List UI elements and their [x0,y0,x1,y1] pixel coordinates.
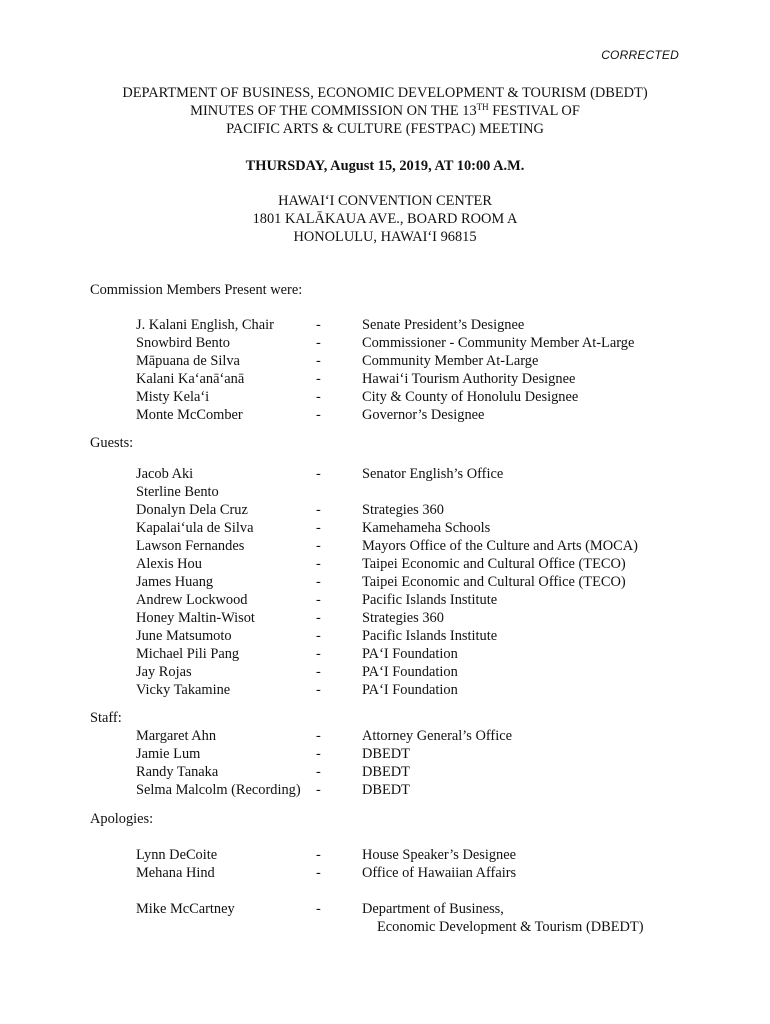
person-name: Andrew Lockwood [136,592,248,608]
venue-line-1: HAWAI‘I CONVENTION CENTER [278,193,492,209]
guests-list [0,465,770,699]
venue-line-2: 1801 KALĀKAUA AVE., BOARD ROOM A [252,211,518,227]
meeting-date: THURSDAY, August 15, 2019, AT 10:00 A.M. [245,158,525,174]
person-name: Snowbird Bento [136,335,230,351]
person-name: Mehana Hind [136,865,215,881]
list-item [0,519,770,537]
list-item [0,864,770,882]
staff-list [0,727,770,799]
list-item [0,645,770,663]
apologies-last [0,900,770,936]
list-item [0,501,770,519]
list-item [0,573,770,591]
person-name: J. Kalani English, Chair [136,317,274,333]
separator-dash: - [316,865,321,881]
document-title [0,84,770,138]
list-item [0,483,770,501]
staff-heading: Staff: [90,710,122,726]
apologies-list [0,846,770,882]
separator-dash: - [316,764,321,780]
apologies-heading: Apologies: [90,811,154,827]
separator-dash: - [316,664,321,680]
person-affiliation: Mayors Office of the Culture and Arts (MOCA) [362,538,638,554]
separator-dash: - [316,353,321,369]
person-name: Mike McCartney [136,901,235,917]
person-affiliation: DBEDT [362,782,410,798]
separator-dash: - [316,466,321,482]
person-name: Alexis Hou [136,556,202,572]
person-name: Selma Malcolm (Recording) [136,782,301,798]
person-affiliation: Kamehameha Schools [362,520,491,536]
separator-dash: - [316,574,321,590]
person-affiliation: Commissioner - Community Member At-Large [362,335,635,351]
separator-dash: - [316,335,321,351]
person-name: Lawson Fernandes [136,538,245,554]
person-affiliation: Community Member At-Large [362,353,539,369]
separator-dash: - [316,371,321,387]
list-item [0,681,770,699]
person-affiliation: Department of Business, [362,901,504,917]
person-affiliation: PA‘I Foundation [362,646,458,662]
person-name: Misty Kela‘i [136,389,210,405]
separator-dash: - [316,746,321,762]
title-line-3: PACIFIC ARTS & CULTURE (FESTPAC) MEETING [226,121,544,137]
list-item [0,609,770,627]
person-name: Jamie Lum [136,746,201,762]
separator-dash: - [316,610,321,626]
list-item [0,627,770,645]
separator-dash: - [316,407,321,423]
person-name: James Huang [136,574,214,590]
person-name: Donalyn Dela Cruz [136,502,248,518]
person-name: Kapalai‘ula de Silva [136,520,254,536]
person-affiliation: Senator English’s Office [362,466,504,482]
person-affiliation: Attorney General’s Office [362,728,512,744]
list-item [0,591,770,609]
separator-dash: - [316,538,321,554]
person-name: Jay Rojas [136,664,192,680]
separator-dash: - [316,847,321,863]
separator-dash: - [316,389,321,405]
person-name: Honey Maltin-Wisot [136,610,255,626]
person-name: Sterline Bento [136,484,219,500]
list-item [0,316,770,334]
person-affiliation: Pacific Islands Institute [362,592,498,608]
list-item [0,846,770,864]
title-line-1: DEPARTMENT OF BUSINESS, ECONOMIC DEVELOPMENT & TOURISM (DBEDT) [122,85,648,101]
separator-dash: - [316,317,321,333]
person-affiliation: Strategies 360 [362,502,444,518]
person-affiliation: Taipei Economic and Cultural Office (TECO) [362,556,626,572]
corrected-stamp: CORRECTED [601,48,679,62]
list-item [0,465,770,483]
separator-dash: - [316,556,321,572]
list-item [0,352,770,370]
person-affiliation: Taipei Economic and Cultural Office (TECO) [362,574,626,590]
list-item [0,663,770,681]
list-item [0,763,770,781]
person-affiliation: DBEDT [362,764,410,780]
person-affiliation: Senate President’s Designee [362,317,525,333]
list-item [0,745,770,763]
person-name: June Matsumoto [136,628,232,644]
separator-dash: - [316,502,321,518]
members-list [0,316,770,424]
list-item [0,388,770,406]
person-affiliation: House Speaker’s Designee [362,847,516,863]
person-name: Randy Tanaka [136,764,219,780]
separator-dash: - [316,728,321,744]
person-name: Michael Pili Pang [136,646,240,662]
venue-line-3: HONOLULU, HAWAI‘I 96815 [293,229,477,245]
separator-dash: - [316,901,321,917]
person-name: Monte McComber [136,407,243,423]
list-item [0,406,770,424]
person-affiliation: Office of Hawaiian Affairs [362,865,517,881]
list-item [0,727,770,745]
separator-dash: - [316,682,321,698]
person-affiliation-cont: Economic Development & Tourism (DBEDT) [377,919,644,935]
list-item [0,900,770,936]
title-line-2: MINUTES OF THE COMMISSION ON THE 13TH FESTIVAL OF [190,102,580,119]
person-name: Vicky Takamine [136,682,231,698]
separator-dash: - [316,592,321,608]
person-affiliation: City & County of Honolulu Designee [362,389,579,405]
person-name: Māpuana de Silva [136,353,240,369]
list-item [0,537,770,555]
separator-dash: - [316,628,321,644]
list-item [0,781,770,799]
person-affiliation: Governor’s Designee [362,407,485,423]
person-name: Kalani Ka‘anā‘anā [136,371,245,387]
person-affiliation: Hawai‘i Tourism Authority Designee [362,371,576,387]
person-affiliation: PA‘I Foundation [362,682,458,698]
guests-heading: Guests: [90,435,134,451]
person-affiliation: Pacific Islands Institute [362,628,498,644]
separator-dash: - [316,782,321,798]
person-name: Jacob Aki [136,466,194,482]
separator-dash: - [316,646,321,662]
person-affiliation: DBEDT [362,746,410,762]
meeting-venue [0,192,770,246]
person-affiliation: Strategies 360 [362,610,444,626]
person-affiliation: PA‘I Foundation [362,664,458,680]
person-name: Margaret Ahn [136,728,217,744]
list-item [0,334,770,352]
list-item [0,370,770,388]
list-item [0,555,770,573]
separator-dash: - [316,520,321,536]
members-heading: Commission Members Present were: [90,282,303,298]
person-name: Lynn DeCoite [136,847,218,863]
